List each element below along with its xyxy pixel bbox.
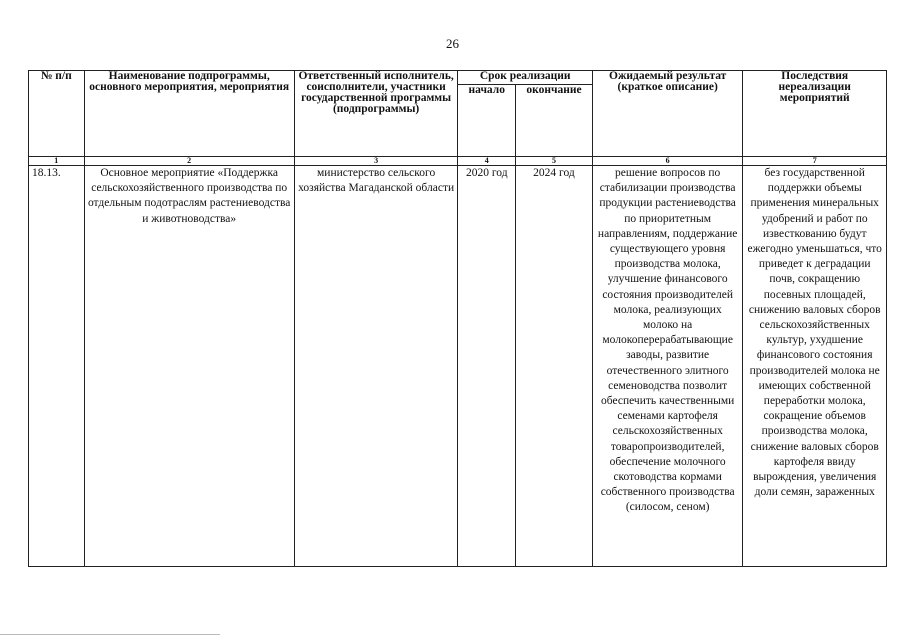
header-result: Ожидаемый результат (краткое описание) — [592, 71, 743, 157]
row-executor: министерство сельского хозяйства Магаданской области — [294, 166, 458, 567]
header-consequences: Последствия нереализации мероприятий — [743, 71, 887, 157]
table-row — [29, 166, 887, 567]
row-number: 18.13. — [29, 166, 85, 567]
header-executor: Ответственный исполнитель, соисполнители, участники государственной программы (подпрограммы) — [294, 71, 458, 157]
scan-edge-line — [0, 634, 220, 635]
row-consequences: без государственной поддержки объемы применения минеральных удобрений и работ по известкованию будут ежегодно уменьшаться, что приведет к деградации почв, сокращению посевных площадей, снижению валовых сборов сельскохозяйственных культур, ухудшение финансового состояния производителей молока не имеющих собственной переработки молока, сокращение объемов производства молока, снижение валовых сборов картофеля ввиду вырождения, увеличения доли семян, зараженных — [743, 166, 887, 567]
header-period: Срок реализации — [458, 71, 592, 85]
row-name: Основное мероприятие «Поддержка сельскохозяйственного производства по отдельным подотраслям растениеводства и животноводства» — [84, 166, 294, 567]
row-result: решение вопросов по стабилизации производства продукции растениеводства по приоритетным направлениям, поддержание существующего уровня производства молока, улучшение финансового состояния производителей молока, реализующих молоко на молокоперерабатывающие заводы, развитие отечественного элитного семеноводства позволит обеспечить качественными семенами картофеля сельскохозяйственных товаропроизводителей, обеспечение молочного скотоводства кормами собственного производства (силосом, сеном) — [592, 166, 743, 567]
header-name: Наименование подпрограммы, основного мероприятия, мероприятия — [84, 71, 294, 157]
program-table — [28, 70, 887, 567]
column-number: 1 — [29, 157, 85, 166]
column-number: 6 — [592, 157, 743, 166]
column-number: 7 — [743, 157, 887, 166]
header-end: окончание — [516, 85, 593, 157]
column-number: 5 — [516, 157, 593, 166]
column-number: 2 — [84, 157, 294, 166]
page-number: 26 — [446, 36, 459, 51]
row-start: 2020 год — [458, 166, 516, 567]
column-number: 3 — [294, 157, 458, 166]
column-number: 4 — [458, 157, 516, 166]
row-end: 2024 год — [516, 166, 593, 567]
column-number-row — [29, 157, 887, 166]
header-number: № п/п — [29, 71, 85, 157]
header-start: начало — [458, 85, 516, 157]
